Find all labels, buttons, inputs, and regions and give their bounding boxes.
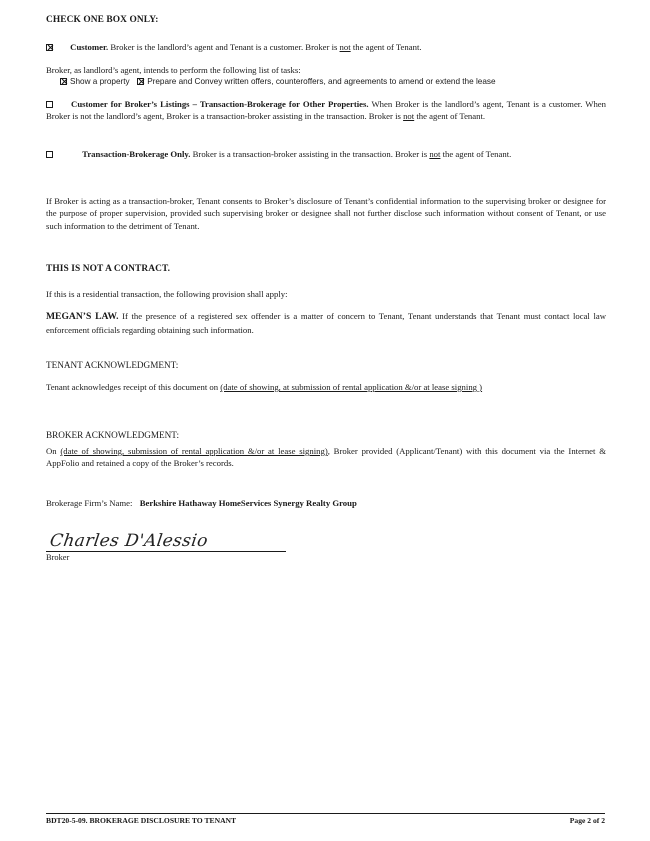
- task-show-property: Show a property: [70, 77, 130, 86]
- tb-only-not: not: [429, 149, 441, 159]
- check-one-heading: CHECK ONE BOX ONLY:: [46, 15, 159, 25]
- tasks-intro: Broker, as landlord’s agent, intends to perform the following list of tasks:: [46, 65, 301, 75]
- broker-signature: Charles D'Alessio: [48, 530, 210, 551]
- customer-title: Customer.: [70, 42, 109, 52]
- megans-law-text: If the presence of a registered sex offender is a matter of concern to Tenant, Tenant understands that Tenant must contact local law enforcement officials regarding obtaining such information.: [46, 311, 606, 335]
- prepare-convey-checkbox[interactable]: [137, 78, 144, 85]
- not-contract-heading: THIS IS NOT A CONTRACT.: [46, 264, 171, 274]
- customer-not: not: [339, 42, 351, 52]
- broker-signature-block: [46, 523, 286, 564]
- listings-text: When Broker is the landlord’s agent, Tenant is a customer. When Broker is not the landlord’s agent, Broker is a transaction-broker assisting in the transaction. Broker is: [46, 99, 607, 122]
- firm-label: Brokerage Firm’s Name:: [46, 498, 133, 508]
- broker-ack-on: On: [46, 446, 61, 456]
- residential-provision: If this is a residential transaction, the following provision shall apply:: [46, 289, 288, 299]
- listings-checkbox[interactable]: [46, 101, 53, 108]
- consent-paragraph: If Broker is acting as a transaction-broker, Tenant consents to Broker’s disclosure of Tenant’s confidential information to the supervising broker or designee for the purpose of proper supervision, provided such supervising broker or designee shall not further disclose such information without consent of Tenant, or use such information to the detriment of Tenant.: [46, 196, 606, 231]
- option-transaction-brokerage: [46, 148, 606, 160]
- broker-ack-heading: BROKER ACKNOWLEDGMENT:: [46, 430, 180, 440]
- tenant-ack-text: [46, 381, 606, 393]
- broker-ack-sentence: , Broker provided (Applicant/Tenant) with this document via the Internet & AppFolio and retained a copy of the Broker’s records.: [46, 446, 606, 469]
- customer-checkbox[interactable]: [46, 44, 53, 51]
- broker-label: Broker: [46, 553, 70, 562]
- firm-name: Berkshire Hathaway HomeServices Synergy Realty Group: [139, 498, 357, 508]
- broker-ack-text: [46, 445, 606, 470]
- task-prepare-convey: Prepare and Convey written offers, counteroffers, and agreements to amend or extend the lease: [147, 77, 496, 86]
- footer-page-number: Page 2 of 2: [569, 816, 605, 825]
- tb-only-text-end: the agent of Tenant.: [440, 149, 512, 159]
- task-list: [60, 76, 606, 88]
- tb-only-title: Transaction-Brokerage Only.: [82, 149, 191, 159]
- tenant-ack-date: (date of showing, at submission of rental application &/or at lease signing ): [220, 382, 483, 392]
- page-footer: [46, 813, 605, 827]
- megans-law-title: MEGAN’S LAW.: [46, 311, 119, 322]
- brokerage-firm-line: [46, 497, 606, 509]
- listings-not: not: [403, 111, 415, 122]
- listings-title: Customer for Broker’s Listings – Transaction-Brokerage for Other Properties.: [71, 99, 369, 109]
- listings-text-end: the agent of Tenant.: [414, 111, 486, 122]
- customer-text: Broker is the landlord’s agent and Tenant is a customer. Broker is: [108, 42, 340, 52]
- signature-line[interactable]: [46, 523, 286, 552]
- tb-only-text: Broker is a transaction-broker assisting in the transaction. Broker is: [190, 149, 430, 159]
- megans-law-paragraph: [46, 310, 606, 336]
- tenant-ack-heading: TENANT ACKNOWLEDGMENT:: [46, 360, 179, 370]
- tenant-ack-sentence: Tenant acknowledges receipt of this document on: [46, 382, 221, 392]
- broker-ack-date: (date of showing, submission of rental application &/or at lease signing): [60, 446, 328, 456]
- option-customer: [46, 41, 606, 53]
- show-property-checkbox[interactable]: [60, 78, 67, 85]
- tb-only-checkbox[interactable]: [46, 151, 53, 158]
- footer-form-id: BDT20-5-09. BROKERAGE DISCLOSURE TO TENANT: [46, 816, 237, 825]
- customer-text-end: the agent of Tenant.: [350, 42, 422, 52]
- option-listings: [46, 98, 606, 123]
